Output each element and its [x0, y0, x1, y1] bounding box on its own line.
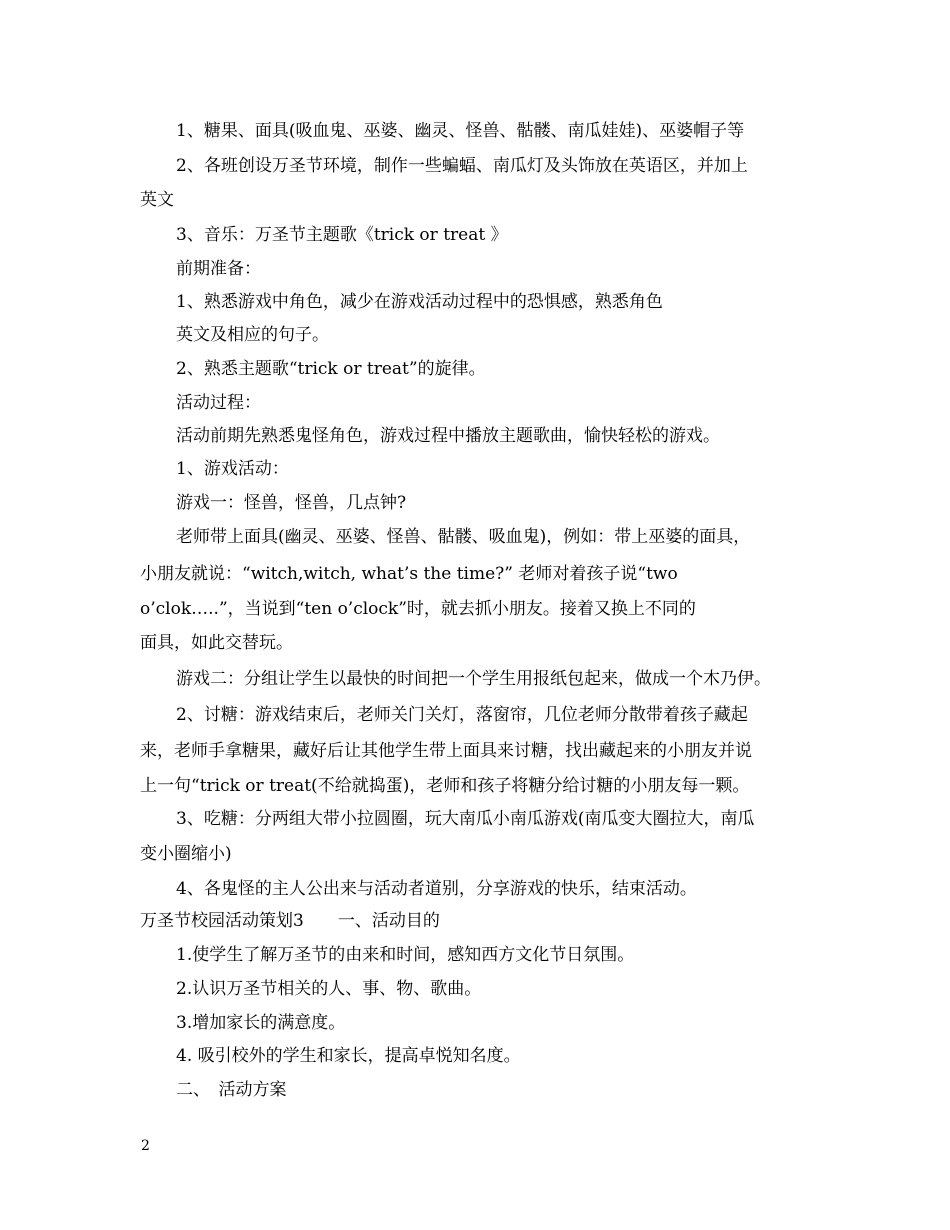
- paragraph-line: 1、游戏活动：: [176, 459, 289, 479]
- paragraph-line: 游戏一：怪兽，怪兽，几点钟?: [176, 493, 407, 513]
- section-heading: 二、 活动方案: [176, 1080, 287, 1100]
- section-heading: 活动过程：: [176, 393, 261, 413]
- paragraph-line: 英文及相应的句子。: [176, 325, 329, 345]
- paragraph-line: 3、音乐：万圣节主题歌《trick or treat 》: [176, 225, 508, 245]
- paragraph-line: 3、吃糖：分两组大带小拉圆圈，玩大南瓜小南瓜游戏(南瓜变大圈拉大，南瓜: [176, 809, 755, 829]
- paragraph-line: 英文: [140, 190, 174, 210]
- paragraph-line: 2、讨糖：游戏结束后，老师关门关灯，落窗帘，几位老师分散带着孩子藏起: [176, 705, 748, 725]
- paragraph-line: 活动前期先熟悉鬼怪角色，游戏过程中播放主题歌曲，愉快轻松的游戏。: [176, 426, 720, 446]
- page-number: 2: [141, 1138, 150, 1154]
- paragraph-line: 老师带上面具(幽灵、巫婆、怪兽、骷髅、吸血鬼)，例如：带上巫婆的面具，: [176, 527, 751, 547]
- paragraph-line: 来，老师手拿糖果，藏好后让其他学生带上面具来讨糖，找出藏起来的小朋友并说: [140, 741, 752, 761]
- paragraph-line: 上一句“trick or treat(不给就捣蛋)，老师和孩子将糖分给讨糖的小朋友每一颗。: [140, 776, 750, 796]
- paragraph-line: 1.使学生了解万圣节的由来和时间，感知西方文化节日氛围。: [176, 945, 635, 965]
- paragraph-line: 2.认识万圣节相关的人、事、物、歌曲。: [176, 979, 482, 999]
- paragraph-line: 小朋友就说：“witch,witch, what’s the time?” 老师对着孩子说“two: [140, 564, 678, 584]
- paragraph-line: 4、各鬼怪的主人公出来与活动者道别，分享游戏的快乐，结束活动。: [176, 879, 697, 899]
- paragraph-line: 2、各班创设万圣节环境，制作一些蝙蝠、南瓜灯及头饰放在英语区，并加上: [176, 156, 748, 176]
- paragraph-line: 1、熟悉游戏中角色，减少在游戏活动过程中的恐惧感，熟悉角色: [176, 292, 663, 312]
- paragraph-line: o’clok…..”，当说到“ten o’clock”时，就去抓小朋友。接着又换上不同的: [140, 599, 696, 619]
- paragraph-line: 面具，如此交替玩。: [140, 633, 293, 653]
- paragraph-line: 2、熟悉主题歌“trick or treat”的旋律。: [176, 359, 486, 379]
- section-heading: 前期准备：: [176, 259, 261, 279]
- paragraph-line: 1、糖果、面具(吸血鬼、巫婆、幽灵、怪兽、骷髅、南瓜娃娃)、巫婆帽子等: [176, 121, 745, 141]
- paragraph-line: 变小圈缩小): [140, 844, 232, 864]
- paragraph-line: 4. 吸引校外的学生和家长，提高卓悦知名度。: [176, 1046, 521, 1066]
- paragraph-line: 3.增加家长的满意度。: [176, 1013, 346, 1033]
- paragraph-line: 游戏二：分组让学生以最快的时间把一个学生用报纸包起来，做成一个木乃伊。: [176, 669, 771, 689]
- section-heading: 万圣节校园活动策划3 一、活动目的: [140, 911, 440, 931]
